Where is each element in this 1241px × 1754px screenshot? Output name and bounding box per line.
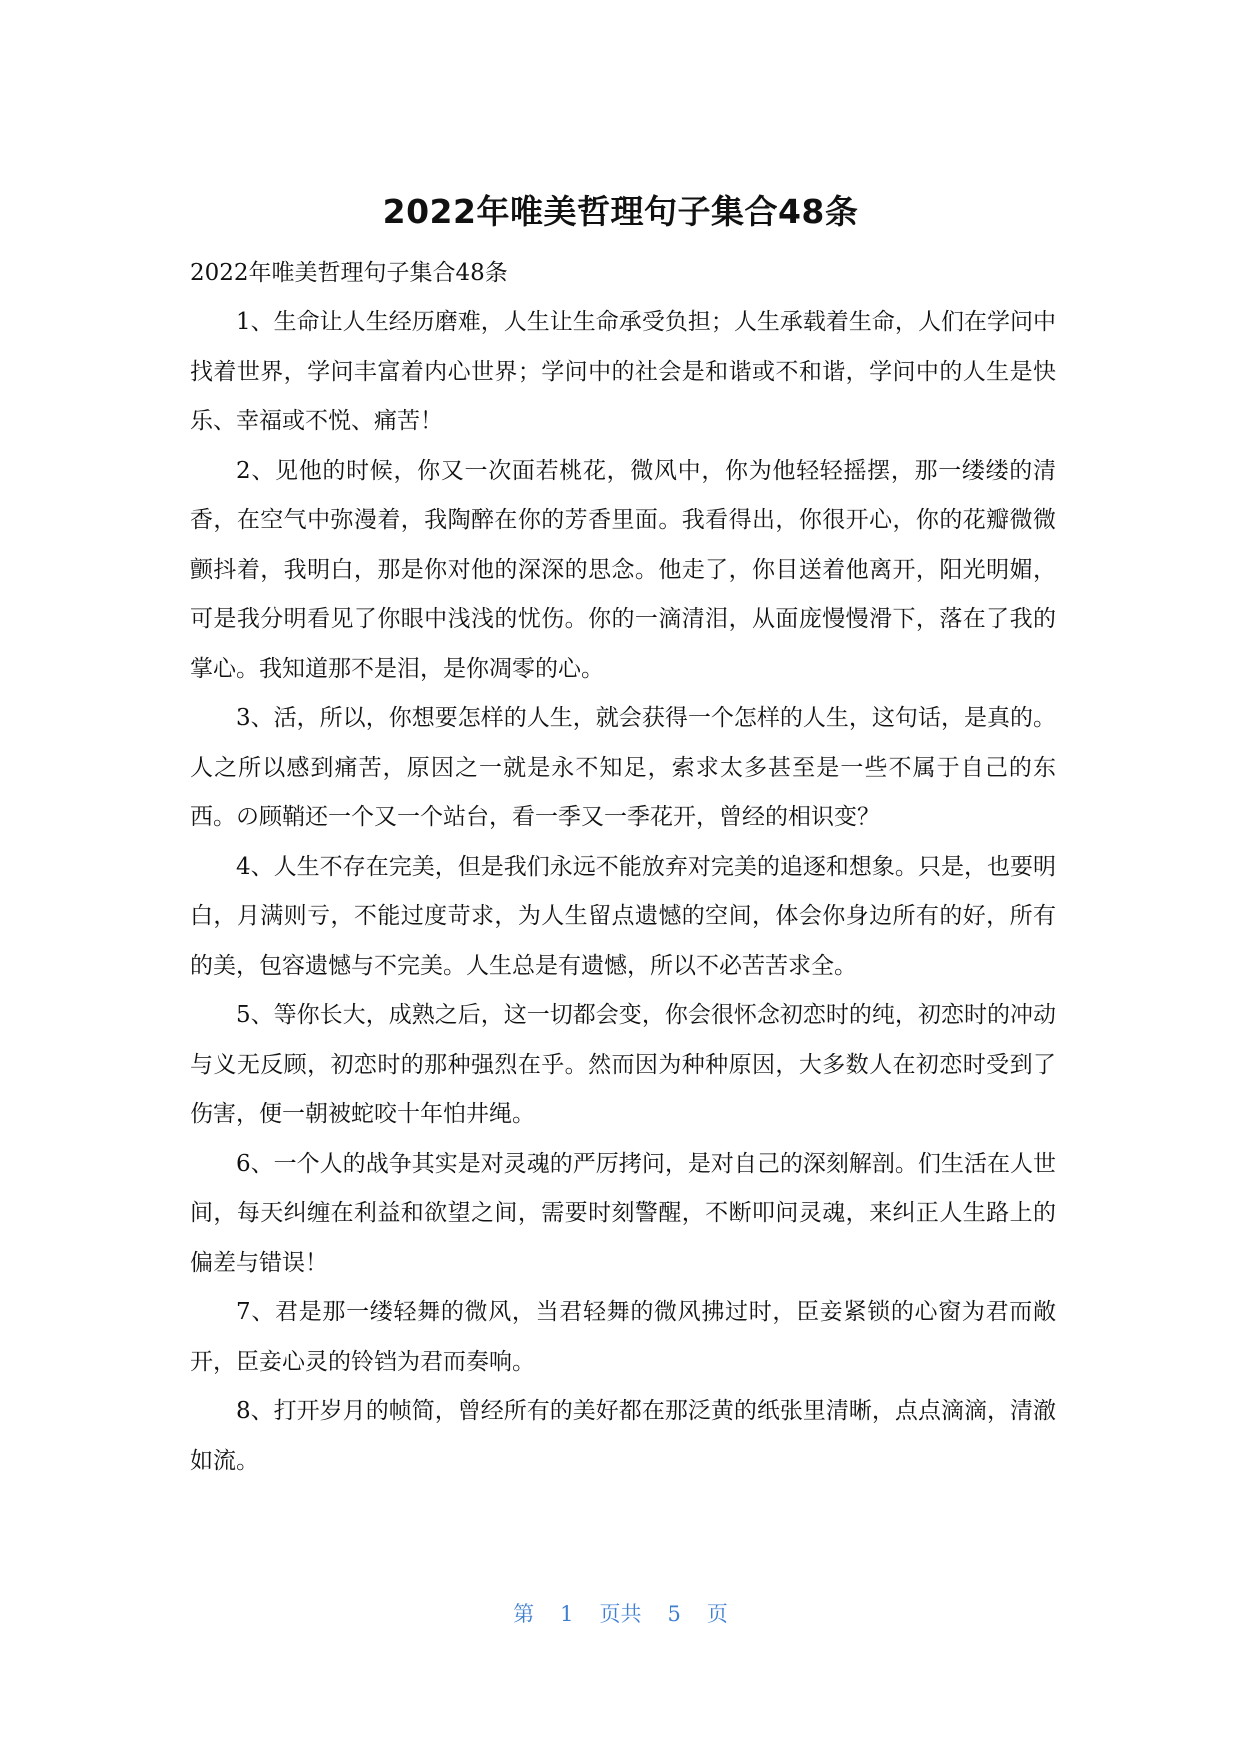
footer-page-of-word: 页共: [599, 1602, 642, 1626]
footer-page-word: 第: [513, 1602, 535, 1626]
paragraph-5: 5、等你长大，成熟之后，这一切都会变，你会很怀念初恋时的纯，初恋时的冲动与义无反顾，初恋时的那种强烈在乎。然而因为种种原因，大多数人在初恋时受到了伤害，便一朝被蛇咬十年怕井绳。: [190, 1002, 1056, 1127]
document-body: [190, 298, 1056, 1486]
page-footer: [0, 1596, 1241, 1632]
footer-page-unit: 页: [706, 1602, 728, 1626]
paragraph-4: 4、人生不存在完美，但是我们永远不能放弃对完美的追逐和想象。只是，也要明白，月满则亏，不能过度苛求，为人生留点遗憾的空间，体会你身边所有的好，所有的美，包容遗憾与不完美。人生总是有遗憾，所以不必苦苦求全。: [190, 853, 1056, 979]
paragraph-3: 3、活，所以，你想要怎样的人生，就会获得一个怎样的人生，这句话，是真的。人之所以感到痛苦，原因之一就是永不知足，索求太多甚至是一些不属于自己的东西。の顾鞘还一个又一个站台，看一季又一季花开，曾经的相识变？: [190, 705, 1056, 830]
footer-page-total: 5: [667, 1602, 681, 1626]
paragraph-8: 8、打开岁月的帧简，曾经所有的美好都在那泛黄的纸张里清晰，点点滴滴，清澈如流。: [190, 1398, 1056, 1474]
document-subtitle: 2022年唯美哲理句子集合48条: [190, 260, 508, 286]
paragraph-7: 7、君是那一缕轻舞的微风，当君轻舞的微风拂过时，臣妾紧锁的心窗为君而敞开，臣妾心灵的铃铛为君而奏响。: [190, 1299, 1056, 1375]
paragraph-1: 1、生命让人生经历磨难，人生让生命承受负担；人生承载着生命，人们在学问中找着世界，学问丰富着内心世界；学问中的社会是和谐或不和谐，学问中的人生是快乐、幸福或不悦、痛苦！: [190, 309, 1056, 434]
footer-page-current: 1: [560, 1602, 574, 1626]
document-title: 2022年唯美哲理句子集合48条: [382, 192, 859, 231]
paragraph-2: 2、见他的时候，你又一次面若桃花，微风中，你为他轻轻摇摆，那一缕缕的清香，在空气中弥漫着，我陶醉在你的芳香里面。我看得出，你很开心，你的花瓣微微颤抖着，我明白，那是你对他的深深的思念。他走了，你目送着他离开，阳光明媚，可是我分明看见了你眼中浅浅的忧伤。你的一滴清泪，从面庞慢慢滑下，落在了我的掌心。我知道那不是泪，是你凋零的心。: [190, 457, 1056, 682]
paragraph-6: 6、一个人的战争其实是对灵魂的严厉拷问，是对自己的深刻解剖。们生活在人世间，每天纠缠在利益和欲望之间，需要时刻警醒，不断叩问灵魂，来纠正人生路上的偏差与错误！: [190, 1150, 1056, 1276]
